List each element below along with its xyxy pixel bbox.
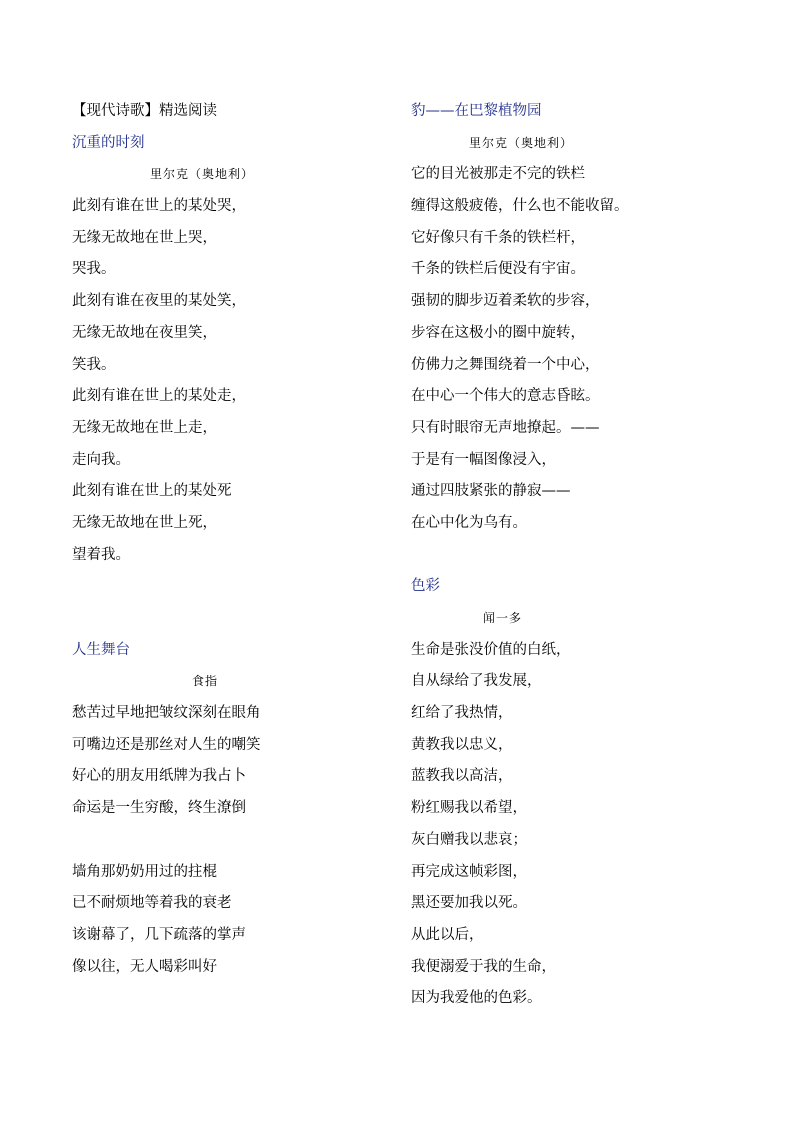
poem-line: 再完成这帧彩图， (411, 863, 527, 880)
poem-line: 缠得这般疲倦，什么也不能收留。 (411, 198, 629, 215)
poem-line: 于是有一幅图像浸入， (411, 451, 556, 468)
poem-author: 里尔克（奥地利） (469, 135, 574, 150)
right-column (411, 96, 711, 1015)
poem-title: 沉重的时刻 (72, 134, 145, 151)
poem-line: 该谢幕了，几下疏落的掌声 (72, 926, 246, 943)
poem-line: 强韧的脚步迈着柔软的步容， (411, 293, 600, 310)
poem-author: 食指 (192, 674, 219, 689)
poem-line: 步容在这极小的圈中旋转， (411, 324, 585, 341)
section-header: 【现代诗歌】精选阅读 (72, 103, 217, 119)
poem-line: 黄教我以忠义， (411, 736, 513, 753)
poem-line: 因为我爱他的色彩。 (411, 990, 542, 1007)
poem-line: 红给了我热情， (411, 705, 513, 722)
poem-line: 从此以后， (411, 926, 484, 943)
poem-line: 在中心一个伟大的意志昏眩。 (411, 388, 600, 405)
poem-line: 此刻有谁在世上的某处走， (72, 388, 246, 405)
poem-line: 好心的朋友用纸牌为我占卜 (72, 768, 246, 785)
poem-line: 只有时眼帘无声地撩起。—— (411, 419, 600, 436)
poem-author: 里尔克（奥地利） (150, 167, 255, 182)
poem-line: 无缘无故地在夜里笑， (72, 324, 217, 341)
poem-line: 灰白赠我以悲哀； (411, 831, 527, 848)
spacer (411, 540, 711, 572)
poem-line: 在心中化为乌有。 (411, 514, 527, 531)
poem-title: 色彩 (411, 578, 440, 595)
spacer (72, 603, 372, 635)
poem-line: 它的目光被那走不完的铁栏 (411, 166, 585, 183)
poem-line: 千条的铁栏后便没有宇宙。 (411, 261, 585, 278)
poem-line: 通过四肢紧张的静寂—— (411, 483, 571, 500)
poem-line: 生命是张没价值的白纸， (411, 641, 571, 658)
poem-line: 已不耐烦地等着我的衰老 (72, 895, 232, 912)
poem-line: 可嘴边还是那丝对人生的嘲笑 (72, 736, 261, 753)
poem-line: 笑我。 (72, 356, 116, 373)
poem-line: 望着我。 (72, 546, 130, 563)
poem-author: 闻一多 (483, 611, 523, 625)
poem-line: 哭我。 (72, 261, 116, 278)
poem-line: 愁苦过早地把皱纹深刻在眼角 (72, 705, 261, 722)
poem-line: 自从绿给了我发展， (411, 673, 542, 690)
spacer (72, 571, 372, 603)
poem-line: 此刻有谁在夜里的某处笑， (72, 293, 246, 310)
poem-line: 走向我。 (72, 451, 130, 468)
poem-line: 此刻有谁在世上的某处死 (72, 483, 232, 500)
poem-line: 黑还要加我以死。 (411, 895, 527, 912)
poem-line: 我便溺爱于我的生命， (411, 958, 556, 975)
poem-line-blank (72, 825, 372, 857)
poem-line: 无缘无故地在世上走， (72, 419, 217, 436)
poem-title: 豹——在巴黎植物园 (411, 103, 542, 119)
poem-line: 仿佛力之舞围绕着一个中心， (411, 356, 600, 373)
poem-line: 像以往，无人喝彩叫好 (72, 958, 217, 975)
poem-line: 它好像只有千条的铁栏杆， (411, 229, 585, 246)
poem-line: 命运是一生穷酸，终生潦倒 (72, 800, 246, 817)
poem-line: 此刻有谁在世上的某处哭， (72, 198, 246, 215)
poem-line: 墙角那奶奶用过的拄棍 (72, 863, 217, 880)
poem-line: 无缘无故地在世上哭， (72, 229, 217, 246)
poem-line: 粉红赐我以希望， (411, 800, 527, 817)
poem-title: 人生舞台 (72, 641, 130, 658)
left-column (72, 96, 372, 983)
poem-line: 无缘无故地在世上死， (72, 514, 217, 531)
poem-line: 蓝教我以高洁， (411, 768, 513, 785)
